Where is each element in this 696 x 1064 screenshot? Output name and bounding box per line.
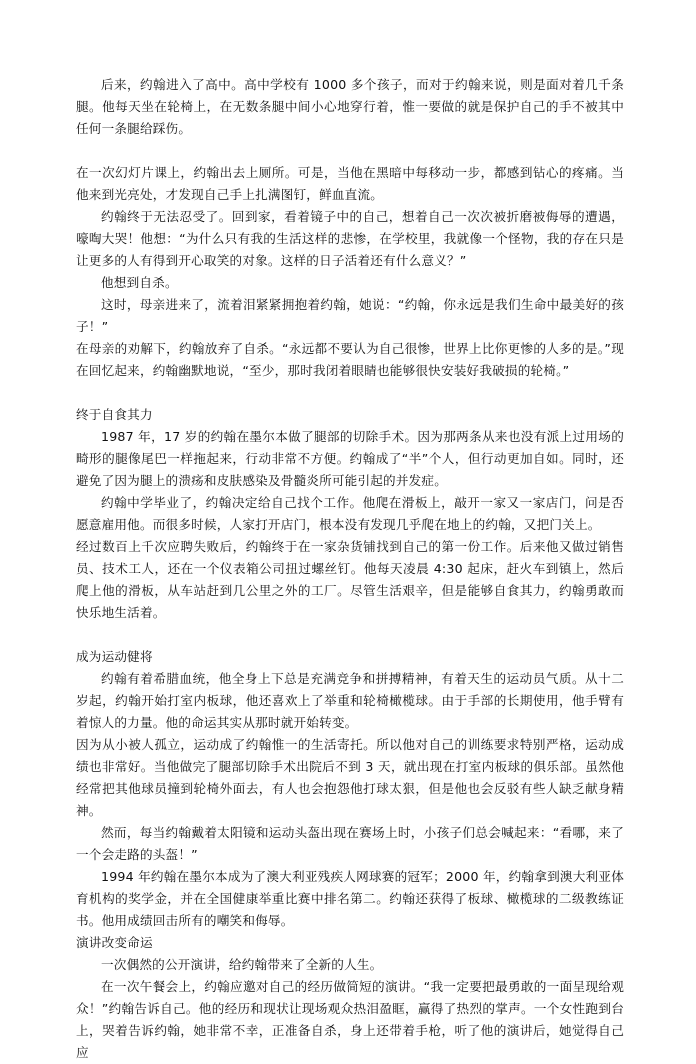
paragraph-first-job: 经过数百上千次应聘失败后，约翰终于在一家杂货铺找到自己的第一份工作。后来他又做过销售员、技术工人，还在一个仪表箱公司扭过螺丝钉。他每天凌晨 4:30 起床，赶火车到镇上，然后爬上他的滑板，从车站赶到几公里之外的工厂。尽管生活艰辛，但是能够自食其力，约翰勇敢而快乐地生活着。 [76, 539, 624, 620]
paragraph-luncheon: 在一次午餐会上，约翰应邀对自己的经历做简短的演讲。“我一定要把最勇敢的一面呈现给观众！”约翰告诉自己。他的经历和现状让现场观众热泪盈眶，赢得了热烈的掌声。一个女性跑到台上，哭着告诉约翰，她非常不幸，正准备自杀，身上还带着手枪，听了他的演讲后，她觉得自己应 [76, 979, 624, 1060]
paragraph-public-speech: 一次偶然的公开演讲，给约翰带来了全新的人生。 [101, 957, 383, 972]
paragraph-helmet: 然而，每当约翰戴着太阳镜和运动头盔出现在赛场上时，小孩子们总会喊起来：“看哪，来了一个会走路的头盔！” [76, 825, 624, 862]
document-page [76, 74, 624, 1064]
paragraph-gap [76, 624, 624, 646]
paragraph-slide-class: 在一次幻灯片课上，约翰出去上厕所。可是，当他在黑暗中每移动一步，都感到钻心的疼痛。当他来到光亮处，才发现自己手上扎满图钉，鲜血直流。 [76, 165, 624, 202]
paragraph-persuasion: 在母亲的劝解下，约翰放弃了自杀。“永远都不要认为自己很惨，世界上比你更惨的人多的是。”现在回忆起来，约翰幽默地说，“至少，那时我闭着眼睛也能够很快安装好我破损的轮椅。” [76, 341, 624, 378]
paragraph-high-school: 后来，约翰进入了高中。高中学校有 1000 多个孩子，而对于约翰来说，则是面对着几千条腿。他每天坐在轮椅上，在无数条腿中间小心地穿行着，惟一要做的就是保护自己的手不被其中任何一条腿给踩伤。 [76, 77, 624, 136]
paragraph-training: 因为从小被人孤立，运动成了约翰惟一的生活寄托。所以他对自己的训练要求特别严格，运动成绩也非常好。当他做完了腿部切除手术出院后不到 3 天，就出现在打室内板球的俱乐部。虽然他经常把其他球员撞到轮椅外面去，有人也会抱怨他打球太狠，但是他也会反驳有些人缺乏献身精神。 [76, 737, 624, 818]
paragraph-gap [76, 140, 624, 162]
paragraph-despair: 约翰终于无法忍受了。回到家，看着镜子中的自己，想着自己一次次被折磨被侮辱的遭遇，嚎啕大哭！他想：“为什么只有我的生活这样的悲惨，在学校里，我就像一个怪物，我的存在只是让更多的人有得到开心取笑的对象。这样的日子活着还有什么意义？” [76, 209, 624, 268]
paragraph-job-search: 约翰中学毕业了，约翰决定给自己找个工作。他爬在滑板上，敲开一家又一家店门，问是否愿意雇用他。而很多时候，人家打开店门，根本没有发现几乎爬在地上的约翰，又把门关上。 [76, 495, 624, 532]
paragraph-gap [76, 382, 624, 404]
paragraph-surgery: 1987 年，17 岁的约翰在墨尔本做了腿部的切除手术。因为那两条从来也没有派上过用场的畸形的腿像尾巴一样拖起来，行动非常不方便。约翰成了“半”个人，但行动更加自如。同时，还避免了因为腿上的溃疡和皮肤感染及骨髓炎所可能引起的并发症。 [76, 429, 624, 488]
paragraph-suicide-thought: 他想到自杀。 [101, 275, 178, 290]
paragraph-greek-blood: 约翰有着希腊血统，他全身上下总是充满竞争和拼搏精神，有着天生的运动员气质。从十二岁起，约翰开始打室内板球，他还喜欢上了举重和轮椅橄榄球。由于手部的长期使用，他手臂有着惊人的力量。他的命运其实从那时就开始转变。 [76, 671, 624, 730]
paragraph-mother: 这时，母亲进来了，流着泪紧紧拥抱着约翰，她说：“约翰，你永远是我们生命中最美好的孩子！” [76, 297, 624, 334]
paragraph-champion: 1994 年约翰在墨尔本成为了澳大利亚残疾人网球赛的冠军；2000 年，约翰拿到澳大利亚体育机构的奖学金，并在全国健康举重比赛中排名第二。约翰还获得了板球、橄榄球的二级教练证书。他用成绩回击所有的嘲笑和侮辱。 [76, 869, 624, 928]
section-heading-speech: 演讲改变命运 [76, 935, 153, 950]
section-heading-athlete: 成为运动健将 [76, 649, 153, 664]
section-heading-self-reliance: 终于自食其力 [76, 407, 153, 422]
